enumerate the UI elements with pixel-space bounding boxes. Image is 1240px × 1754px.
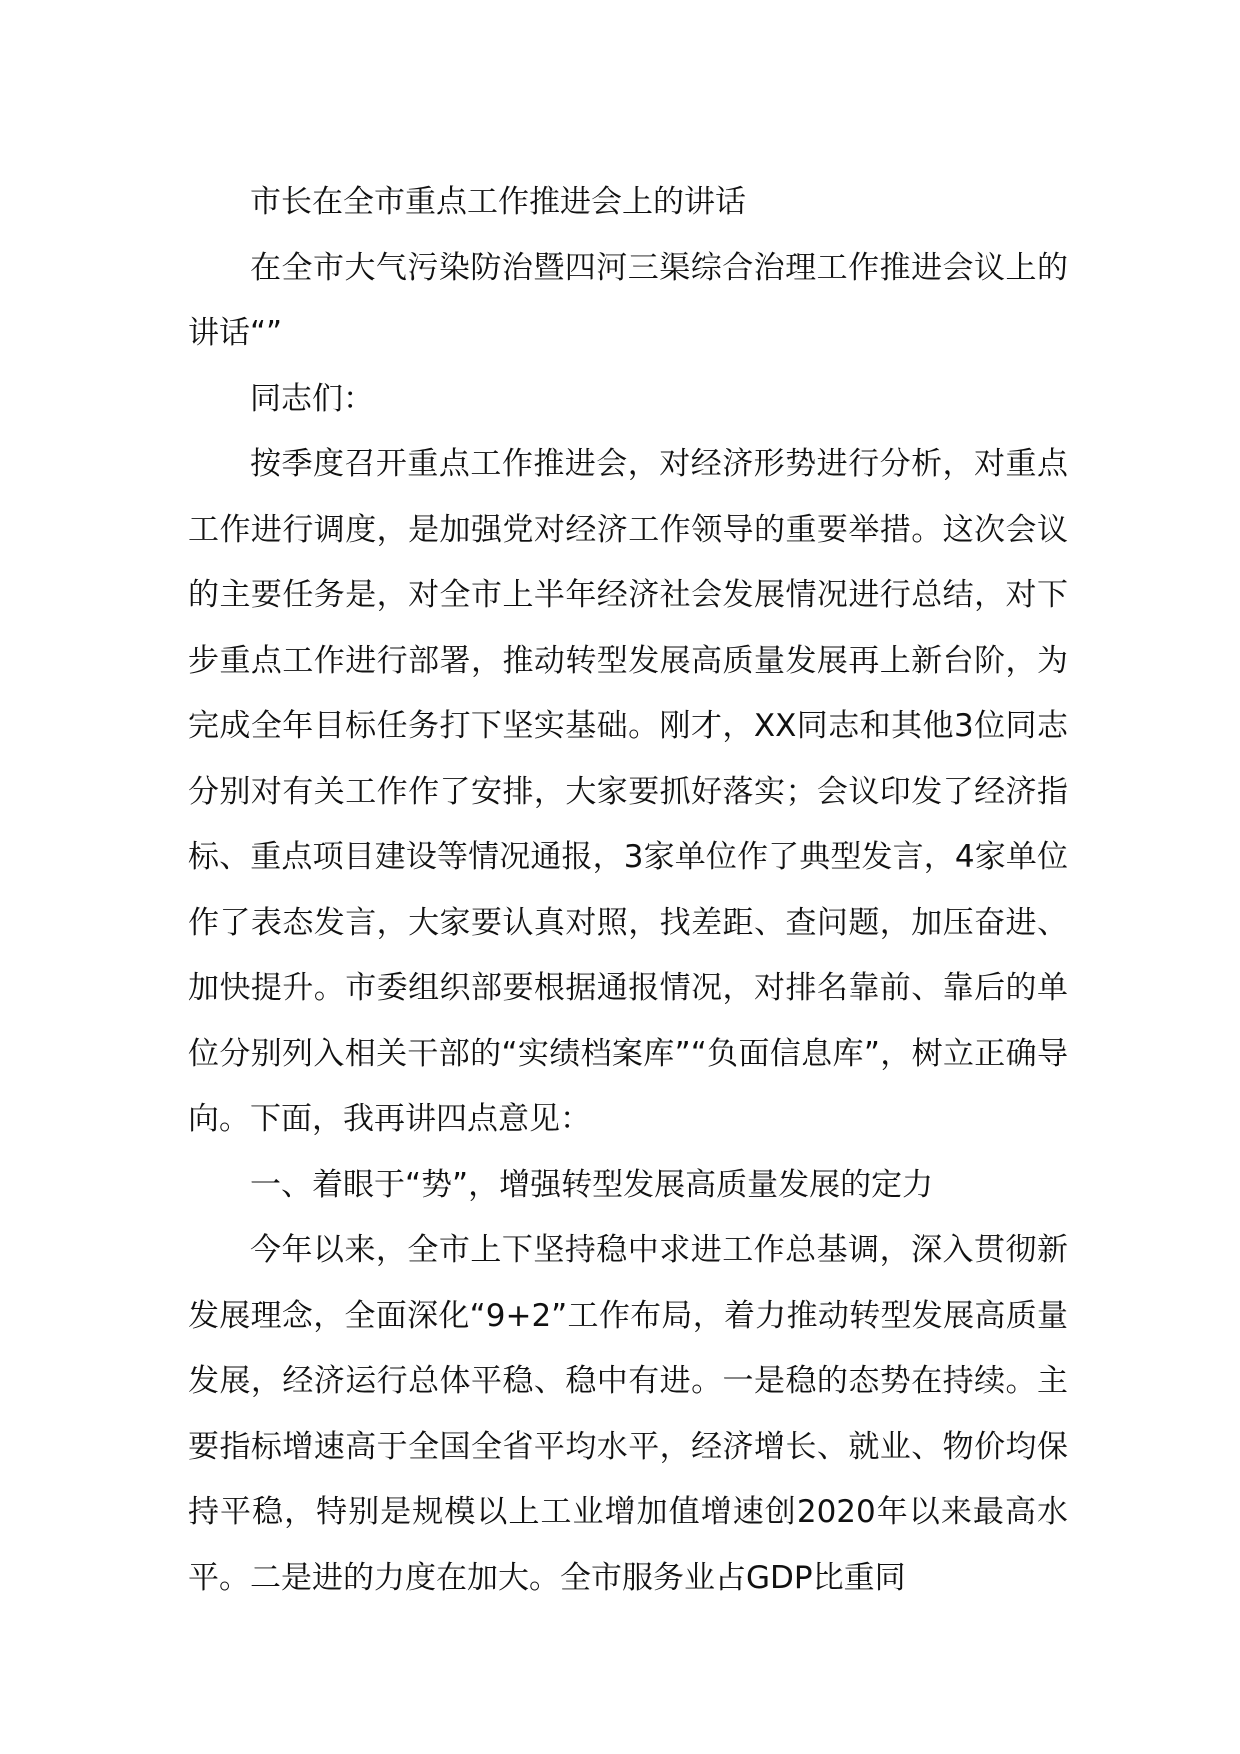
body-paragraph-1: 按季度召开重点工作推进会，对经济形势进行分析，对重点工作进行调度，是加强党对经济工作领导的重要举措。这次会议的主要任务是，对全市上半年经济社会发展情况进行总结，对下步重点工作进行部署，推动转型发展高质量发展再上新台阶，为完成全年目标任务打下坚实基础。刚才，XX同志和其他3位同志分别对有关工作作了安排，大家要抓好落实；会议印发了经济指标、重点项目建设等情况通报，3家单位作了典型发言，4家单位作了表态发言，大家要认真对照，找差距、查问题，加压奋进、加快提升。市委组织部要根据通报情况，对排名靠前、靠后的单位分别列入相关干部的“实绩档案库”“负面信息库”，树立正确导向。下面，我再讲四点意见： xyxy=(188,446,1068,1137)
salutation: 同志们： xyxy=(250,380,374,417)
document-subtitle: 在全市大气污染防治暨四河三渠综合治理工作推进会议上的讲话“” xyxy=(188,249,1068,351)
document-body xyxy=(188,170,1068,1611)
document-title: 市长在全市重点工作推进会上的讲话 xyxy=(250,184,746,220)
body-paragraph-2: 今年以来，全市上下坚持稳中求进工作总基调，深入贯彻新发展理念，全面深化“9+2”工作布局，着力推动转型发展高质量发展，经济运行总体平稳、稳中有进。一是稳的态势在持续。主要指标增速高于全国全省平均水平，经济增长、就业、物价均保持平稳，特别是规模以上工业增加值增速创2020年以来最高水平。二是进的力度在加大。全市服务业占GDP比重同 xyxy=(188,1232,1068,1596)
section-heading-1: 一、着眼于“势”，增强转型发展高质量发展的定力 xyxy=(250,1166,934,1203)
